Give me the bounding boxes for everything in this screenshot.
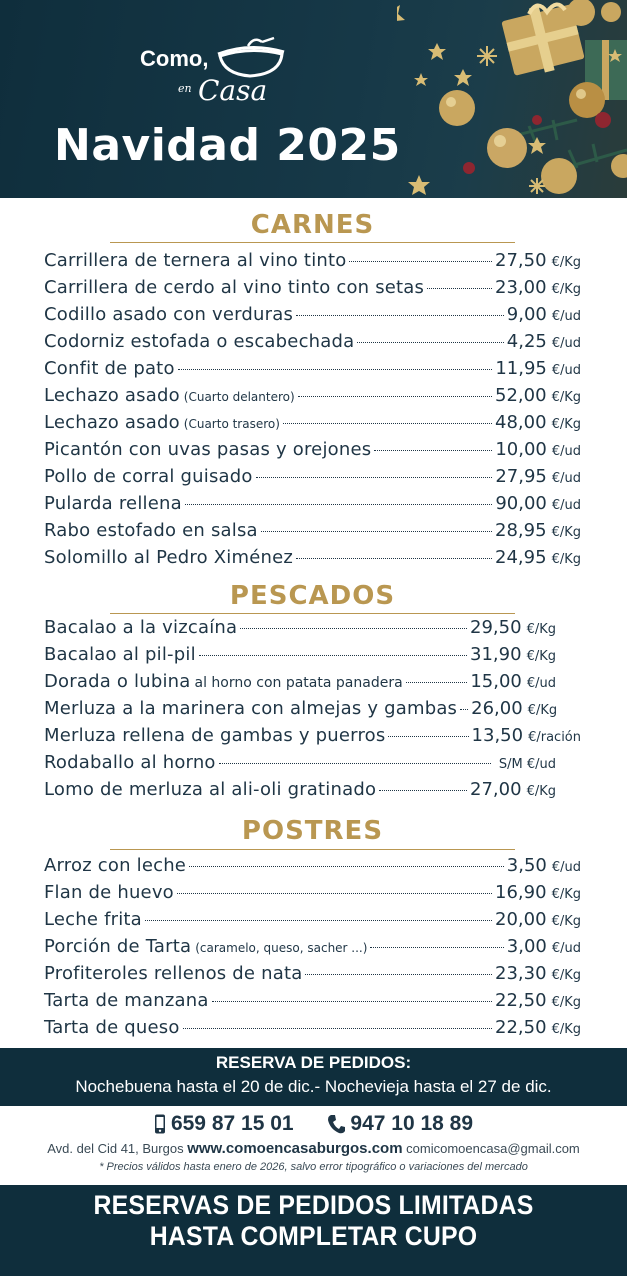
item-unit: €/ud <box>551 309 581 324</box>
leader-dots <box>183 1028 492 1029</box>
address-line <box>0 1140 627 1157</box>
footer-line-1: RESERVAS DE PEDIDOS LIMITADAS <box>93 1190 534 1220</box>
leader-dots <box>185 504 492 505</box>
item-unit: €/ud <box>551 860 581 875</box>
menu-item <box>44 779 556 806</box>
item-unit: €/ud <box>551 498 581 513</box>
item-price: 22,50 <box>495 990 547 1011</box>
item-name: Lechazo asado <box>44 385 180 406</box>
leader-dots <box>256 477 493 478</box>
menu-item <box>44 466 581 493</box>
item-unit: €/Kg <box>551 1022 581 1037</box>
item-price: 27,95 <box>495 466 547 487</box>
item-unit: €/Kg <box>551 417 581 432</box>
menu-item <box>44 412 581 439</box>
leader-dots <box>296 315 504 316</box>
menu-item <box>44 644 556 671</box>
item-unit: €/Kg <box>551 887 581 902</box>
item-price: 22,50 <box>495 1017 547 1038</box>
item-name: Pularda rellena <box>44 493 182 514</box>
menu-item <box>44 277 581 304</box>
menu-item <box>44 331 581 358</box>
item-name: Picantón con uvas pasas y orejones <box>44 439 372 460</box>
contact-phones <box>0 1112 627 1140</box>
item-unit: €/Kg <box>526 622 556 637</box>
item-unit: €/ración <box>528 730 581 745</box>
leader-dots <box>406 682 468 683</box>
item-price: 16,90 <box>495 882 547 903</box>
leader-dots <box>178 369 493 370</box>
item-unit: €/Kg <box>526 649 556 664</box>
item-price: 9,00 <box>506 304 547 325</box>
leader-dots <box>283 423 492 424</box>
item-price: 23,00 <box>495 277 547 298</box>
item-unit: €/ud <box>551 941 581 956</box>
item-unit: €/Kg <box>551 282 581 297</box>
item-price: 52,00 <box>495 385 547 406</box>
item-price: 13,50 <box>471 725 524 746</box>
item-name: Tarta de queso <box>44 1017 180 1038</box>
item-unit: €/Kg <box>551 968 581 983</box>
item-price: 27,50 <box>495 250 547 271</box>
item-name: Arroz con leche <box>44 855 187 876</box>
menu-item <box>44 936 581 963</box>
phone-icon <box>327 1114 345 1134</box>
menu-item <box>44 1017 581 1044</box>
menu-item <box>44 547 581 574</box>
item-note: al horno con patata panadera <box>194 675 403 691</box>
email-link[interactable]: comicomoencasa@gmail.com <box>406 1141 580 1156</box>
leader-dots <box>219 763 491 764</box>
menu-item <box>44 990 581 1017</box>
price-disclaimer: * Precios válidos hasta enero de 2026, salvo error tipográfico o variaciones del mercado <box>99 1161 528 1173</box>
item-price: 26,00 <box>471 698 523 719</box>
item-name: Bacalao a la vizcaína <box>44 617 238 638</box>
item-name: Codorniz estofada o escabechada <box>44 331 355 352</box>
item-name: Codillo asado con verduras <box>44 304 294 325</box>
landline-number: 947 10 18 89 <box>350 1112 474 1135</box>
item-price: 28,95 <box>495 520 547 541</box>
logo <box>140 34 320 114</box>
street-address: Avd. del Cid 41, Burgos <box>47 1141 184 1156</box>
mobile-phone-icon <box>154 1114 166 1134</box>
website-link[interactable]: www.comoencasaburgos.com <box>187 1140 403 1157</box>
leader-dots <box>370 947 503 948</box>
leader-dots <box>427 288 492 289</box>
logo-text-en: en <box>178 82 192 95</box>
menu-item <box>44 304 581 331</box>
footer-banner <box>0 1185 627 1276</box>
section-divider <box>110 849 515 850</box>
item-name: Confit de pato <box>44 358 175 379</box>
leader-dots <box>305 974 492 975</box>
leader-dots <box>357 342 503 343</box>
item-price: 4,25 <box>506 331 547 352</box>
item-price: 10,00 <box>495 439 547 460</box>
item-unit: €/ud <box>551 363 581 378</box>
section-divider <box>110 613 515 614</box>
item-name: Dorada o lubina <box>44 671 191 692</box>
item-name: Profiteroles rellenos de nata <box>44 963 303 984</box>
leader-dots <box>379 790 467 791</box>
item-note: (Cuarto trasero) <box>183 417 280 431</box>
menu-item <box>44 698 556 725</box>
item-unit: €/ud <box>551 444 581 459</box>
menu-item <box>44 250 581 277</box>
leader-dots <box>199 655 467 656</box>
item-name: Flan de huevo <box>44 882 174 903</box>
cooking-pot-icon <box>210 34 290 78</box>
christmas-decoration-image <box>397 0 627 198</box>
menu-item <box>44 882 581 909</box>
section-title-postres: POSTRES <box>241 816 384 846</box>
leader-dots <box>460 709 468 710</box>
item-unit: €/ud <box>551 336 581 351</box>
item-unit: €/Kg <box>551 552 581 567</box>
menu-item <box>44 493 581 520</box>
menu-item <box>44 520 581 547</box>
item-unit: €/Kg <box>551 914 581 929</box>
item-name: Porción de Tarta <box>44 936 192 957</box>
item-price: 3,00 <box>506 936 547 957</box>
section-title-pescados: PESCADOS <box>229 581 396 611</box>
item-name: Carrillera de ternera al vino tinto <box>44 250 347 271</box>
item-name: Solomillo al Pedro Ximénez <box>44 547 293 568</box>
item-note: (caramelo, queso, sacher ...) <box>195 941 368 955</box>
menu-item <box>44 963 581 990</box>
leader-dots <box>145 920 492 921</box>
item-unit: €/Kg <box>551 525 581 540</box>
leader-dots <box>298 396 492 397</box>
header-banner <box>0 0 627 198</box>
item-unit: €/ud <box>551 471 581 486</box>
item-unit: €/Kg <box>551 390 581 405</box>
leader-dots <box>212 1001 492 1002</box>
reservation-title: RESERVA DE PEDIDOS: <box>215 1053 412 1072</box>
item-unit: €/Kg <box>527 703 558 718</box>
leader-dots <box>189 866 504 867</box>
item-price: 29,50 <box>470 617 522 638</box>
reservation-banner <box>0 1048 627 1106</box>
mobile-number: 659 87 15 01 <box>170 1112 294 1135</box>
item-name: Pollo de corral guisado <box>44 466 253 487</box>
item-name: Rodaballo al horno <box>44 752 216 773</box>
leader-dots <box>374 450 492 451</box>
leader-dots <box>388 736 468 737</box>
section-title-carnes: CARNES <box>250 210 375 240</box>
menu-item <box>44 617 556 644</box>
item-price: 20,00 <box>495 909 547 930</box>
menu-item <box>44 855 581 882</box>
item-name: Lomo de merluza al ali-oli gratinado <box>44 779 377 800</box>
item-price: 11,95 <box>495 358 547 379</box>
menu-item <box>44 752 556 779</box>
item-unit: €/Kg <box>551 995 581 1010</box>
item-price: 31,90 <box>470 644 522 665</box>
item-price: 3,50 <box>506 855 547 876</box>
item-price: 24,95 <box>495 547 547 568</box>
item-unit: €/ud <box>526 676 556 691</box>
mobile-phone[interactable] <box>154 1112 294 1136</box>
menu-item <box>44 909 581 936</box>
item-unit: €/Kg <box>551 255 581 270</box>
logo-text-como: Como, <box>140 46 209 71</box>
item-name: Leche frita <box>44 909 142 930</box>
item-price: 90,00 <box>495 493 547 514</box>
menu-item <box>44 358 581 385</box>
item-unit: €/Kg <box>526 784 556 799</box>
leader-dots <box>240 628 467 629</box>
item-name: Bacalao al pil-pil <box>44 644 196 665</box>
item-note: (Cuarto delantero) <box>183 390 295 404</box>
item-price: 23,30 <box>495 963 547 984</box>
item-name: Merluza a la marinera con almejas y gambas <box>44 698 458 719</box>
section-divider <box>110 242 515 243</box>
page-title: Navidad 2025 <box>54 120 401 171</box>
logo-text-casa: Casa <box>198 74 268 107</box>
menu-item <box>44 671 556 698</box>
menu-item <box>44 725 581 752</box>
item-price: 15,00 <box>470 671 522 692</box>
item-name: Tarta de manzana <box>44 990 209 1011</box>
item-price: 48,00 <box>495 412 547 433</box>
landline-phone[interactable] <box>327 1112 473 1136</box>
reservation-deadlines: Nochebuena hasta el 20 de dic.- Nochevieja hasta el 27 de dic. <box>75 1077 552 1096</box>
leader-dots <box>177 893 492 894</box>
menu-item <box>44 439 581 466</box>
footer-line-2: HASTA COMPLETAR CUPO <box>149 1221 478 1251</box>
item-unit: S/M €/ud <box>498 757 556 772</box>
leader-dots <box>296 558 492 559</box>
item-name: Carrillera de cerdo al vino tinto con setas <box>44 277 425 298</box>
item-name: Lechazo asado <box>44 412 180 433</box>
menu-item <box>44 385 581 412</box>
item-name: Merluza rellena de gambas y puerros <box>44 725 386 746</box>
leader-dots <box>261 531 492 532</box>
item-price: 27,00 <box>470 779 522 800</box>
item-name: Rabo estofado en salsa <box>44 520 258 541</box>
leader-dots <box>349 261 492 262</box>
